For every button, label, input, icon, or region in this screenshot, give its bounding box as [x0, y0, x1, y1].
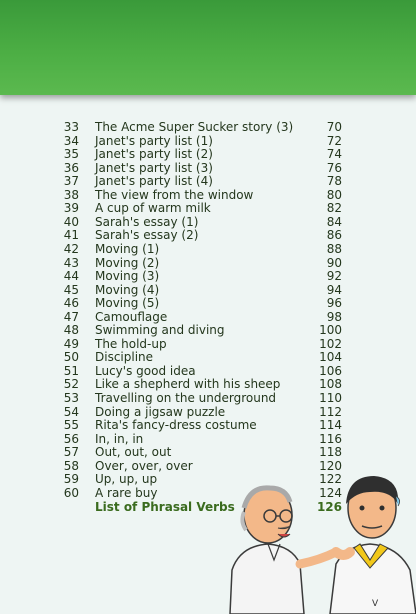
toc-entry-page: 118 [319, 445, 342, 460]
toc-entry-page: 78 [326, 174, 342, 189]
toc-entry [0, 148, 416, 162]
toc-entry-number: 50 [63, 350, 79, 365]
toc-entry-page: 82 [326, 201, 342, 216]
toc-entry-number: 46 [63, 296, 79, 311]
phrasal-verbs-page: 126 [316, 500, 342, 515]
toc-entry-title: Camouflage [95, 309, 168, 324]
toc-entry [0, 135, 416, 149]
toc-entry-page: 100 [319, 323, 342, 338]
toc-entry [0, 121, 416, 135]
toc-entry-title: Up, up, up [95, 472, 158, 487]
toc-entry-number: 42 [63, 241, 79, 256]
toc-entry-page: 70 [326, 120, 342, 134]
toc-entry-number: 40 [63, 214, 79, 229]
toc-entry-page: 110 [319, 391, 342, 405]
toc-entry [0, 189, 416, 203]
toc-entry [0, 433, 416, 447]
toc-entry-title: Moving (5) [95, 296, 160, 311]
toc-entry [0, 406, 416, 420]
toc-entry-title: Janet's party list (2) [95, 147, 213, 162]
toc-entry-number: 55 [63, 418, 79, 433]
toc-entry-title: Janet's party list (3) [95, 160, 213, 175]
toc-entry-title: Sarah's essay (1) [95, 214, 199, 229]
toc-entry [0, 202, 416, 216]
toc-entry-title: Rita's fancy-dress costume [95, 418, 257, 433]
toc-entry-page: 124 [319, 485, 342, 500]
illustration-letter: V [372, 599, 379, 609]
toc-entry-number: 43 [63, 255, 79, 270]
toc-entry-number: 51 [63, 363, 79, 378]
toc-entry-page: 88 [326, 241, 342, 256]
toc-entry [0, 324, 416, 338]
toc-entry-page: 86 [326, 228, 342, 243]
toc-entry-title: Sarah's essay (2) [95, 228, 199, 243]
toc-entry-number: 33 [63, 120, 79, 134]
toc-entry-page: 114 [319, 418, 342, 433]
toc-entry-number: 41 [63, 228, 79, 243]
toc-entry-number: 36 [63, 160, 79, 175]
toc-entry [0, 365, 416, 379]
toc-entry-title: Moving (1) [95, 241, 160, 256]
toc-entry-title: A rare buy [95, 485, 158, 500]
toc-entry-number: 52 [63, 377, 79, 392]
toc-entry-page: 94 [326, 282, 342, 297]
toc-entry-number: 49 [63, 336, 79, 351]
toc-entry-number: 54 [63, 404, 79, 419]
toc-entry [0, 257, 416, 271]
toc-entry-title: In, in, in [95, 431, 144, 446]
two-men-illustration [220, 460, 416, 614]
toc-entry-title: Moving (4) [95, 282, 160, 297]
older-man-figure [230, 487, 336, 614]
toc-entry [0, 162, 416, 176]
toc-entry-title: Doing a jigsaw puzzle [95, 404, 226, 419]
toc-entry [0, 392, 416, 406]
toc-entry-title: Moving (3) [95, 269, 160, 284]
toc-entry-page: 120 [319, 458, 342, 473]
toc-entry-title: The view from the window [95, 187, 254, 202]
toc-entry-title: The hold-up [95, 336, 167, 351]
toc-entry-page: 80 [326, 187, 342, 202]
toc-entry-title: Moving (2) [95, 255, 160, 270]
toc-entry-number: 58 [63, 458, 79, 473]
toc-entry-page: 72 [326, 133, 342, 148]
younger-man-figure [330, 476, 416, 614]
header-banner [0, 0, 416, 95]
toc-entry-page: 76 [326, 160, 342, 175]
toc-entry-number: 37 [63, 174, 79, 189]
toc-entry-number: 38 [63, 187, 79, 202]
toc-entry-page: 74 [326, 147, 342, 162]
toc-entry-title: Over, over, over [95, 458, 193, 473]
toc-entry [0, 311, 416, 325]
toc-entry-title: Discipline [95, 350, 154, 365]
toc-entry [0, 243, 416, 257]
toc-entry [0, 229, 416, 243]
toc-entry-page: 116 [319, 431, 342, 446]
toc-entry [0, 338, 416, 352]
toc-entry-title: Janet's party list (4) [95, 174, 213, 189]
toc-entry-number: 47 [63, 309, 79, 324]
toc-entry [0, 378, 416, 392]
toc-entry [0, 446, 416, 460]
toc-entry-page: 90 [326, 255, 342, 270]
toc-entry-number: 44 [63, 269, 79, 284]
toc-entry-title: Like a shepherd with his sheep [95, 377, 281, 392]
toc-entry-number: 57 [63, 445, 79, 460]
toc-entry-page: 112 [319, 404, 342, 419]
toc-entry [0, 419, 416, 433]
toc-entry-number: 56 [63, 431, 79, 446]
toc-entry-page: 122 [319, 472, 342, 487]
toc-entry-title: The Acme Super Sucker story (3) [95, 120, 294, 134]
toc-entry-page: 98 [326, 309, 342, 324]
toc-entry-number: 48 [63, 323, 79, 338]
toc-entry-title: Janet's party list (1) [95, 133, 213, 148]
toc-entry [0, 216, 416, 230]
toc-entry-page: 92 [326, 269, 342, 284]
toc-entry-title: A cup of warm milk [95, 201, 211, 216]
toc-entry-page: 104 [319, 350, 342, 365]
toc-entry-title: Swimming and diving [95, 323, 225, 338]
toc-entry-page: 102 [319, 336, 342, 351]
toc-entry [0, 175, 416, 189]
toc-entry-number: 59 [63, 472, 79, 487]
toc-entry-page: 96 [326, 296, 342, 311]
toc-entry [0, 351, 416, 365]
toc-entry-number: 39 [63, 201, 79, 216]
toc-entry-title: Travelling on the underground [95, 391, 277, 405]
toc-entry-number: 35 [63, 147, 79, 162]
toc-entry-number: 53 [63, 391, 79, 405]
toc-entry-title: Lucy's good idea [95, 363, 196, 378]
toc-entry-title: Out, out, out [95, 445, 172, 460]
toc-entry-number: 45 [63, 282, 79, 297]
toc-entry-number: 60 [63, 485, 79, 500]
phrasal-verbs-title: List of Phrasal Verbs [95, 500, 235, 515]
toc-entry-page: 108 [319, 377, 342, 392]
toc-entry [0, 270, 416, 284]
toc-entry-page: 106 [319, 363, 342, 378]
toc-entry [0, 284, 416, 298]
toc-entry-number: 34 [63, 133, 79, 148]
toc-entry-page: 84 [326, 214, 342, 229]
toc-entry [0, 297, 416, 311]
